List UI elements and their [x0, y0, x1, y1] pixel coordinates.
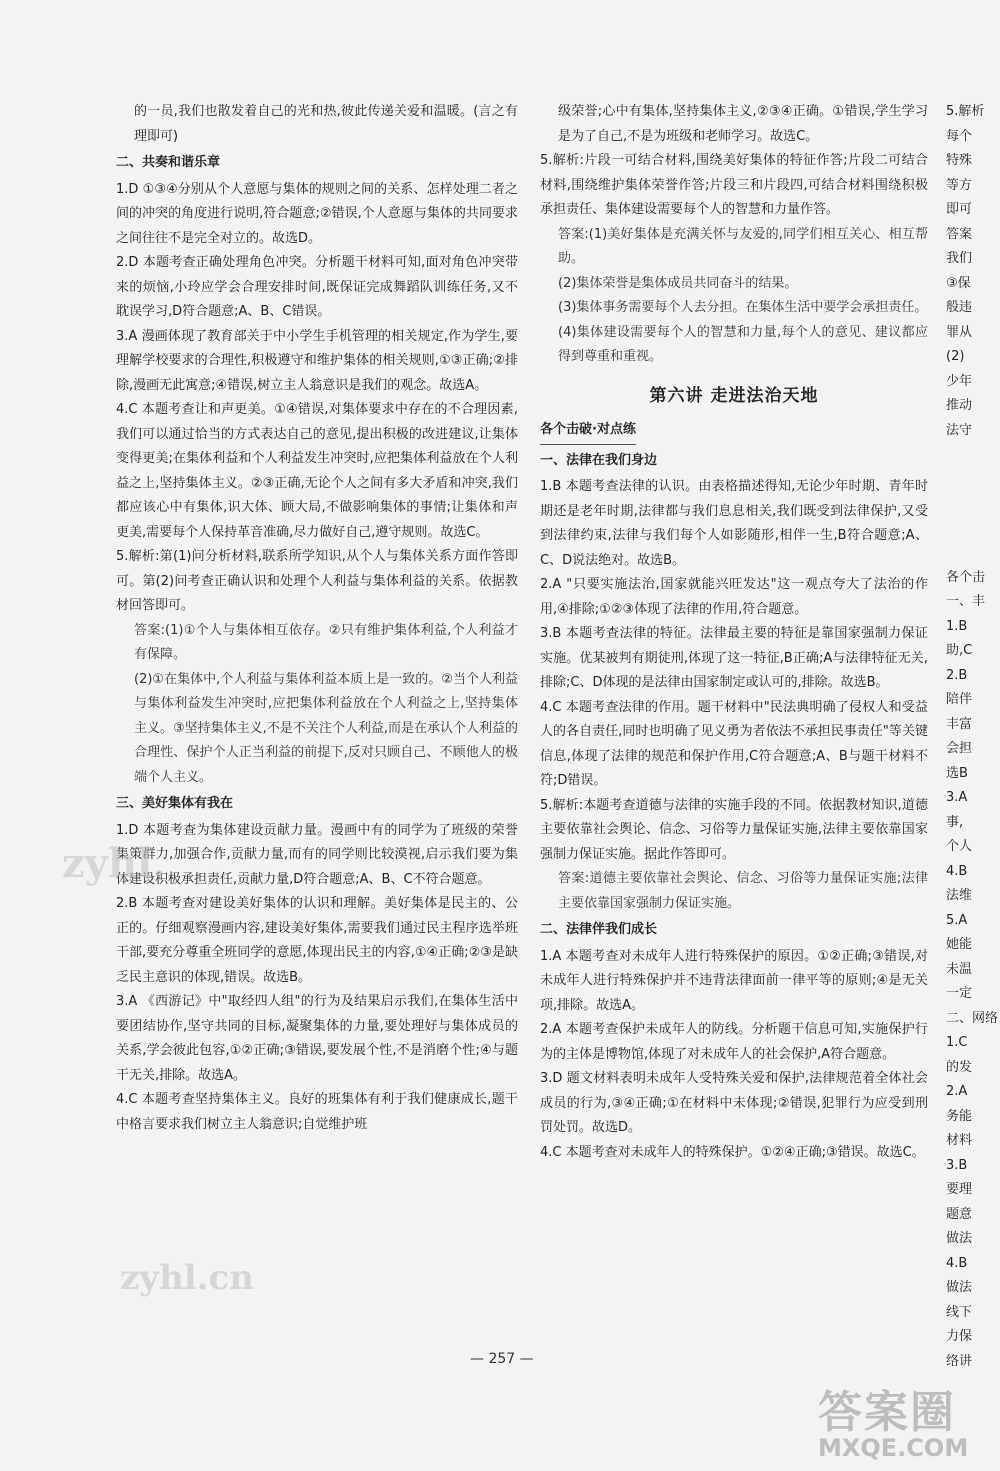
answer-item: 1.D ①③④分别从个人意愿与集体的规则之间的关系、怎样处理二者之间的冲突的角度进行说明,符合题意;②错误,个人意愿与集体的共同要求之间往往不是完全对立的。故选D。	[116, 181, 518, 246]
answer-paragraph: 答案:(1)①个人与集体相互依存。②只有维护集体利益,个人利益才有保障。	[134, 622, 518, 662]
answer-item: 4.C 本题考查对未成年人的特殊保护。①②④正确;③错误。故选C。	[540, 1144, 925, 1160]
cropped-line: 等方	[946, 177, 973, 193]
cropped-line: 1.C	[946, 1035, 968, 1050]
cropped-line: 事,	[946, 814, 964, 830]
cropped-line: 选B	[946, 765, 968, 781]
answer-item: 1.D 本题考查为集体建设贡献力量。漫画中有的同学为了班级的荣誉集策群力,加强合作,贡献力量,而有的同学则比较漠视,启示我们要为集体建设积极承担责任,贡献力量,D符合题意;A、B、C不符合题意。	[116, 822, 518, 887]
answer-paragraph: 答案:(1)美好集体是充满关怀与友爱的,同学们相互关心、相互帮助。	[558, 226, 928, 266]
cropped-line: 1.B	[946, 618, 968, 634]
right-column-cropped	[946, 100, 1000, 1374]
cropped-line: 络讲	[946, 1353, 973, 1369]
section-heading: 一、法律在我们身边	[540, 452, 658, 468]
cropped-line: 她能	[946, 937, 973, 952]
subsection-label: 各个击破·对点练	[540, 418, 636, 445]
answer-paragraph: (2)①在集体中,个人利益与集体利益本质上是一致的。②当个人利益与集体利益发生冲突时,应把集体利益放在个人利益之上,坚持集体主义。③坚持集体主义,不是不关注个人利益,而是在承认个人利益的合理性、保护个人正当利益的前提下,反对只顾自己、不顾他人的极端个人主义。	[134, 671, 518, 785]
cropped-line: 般违	[946, 300, 973, 315]
section-heading: 二、法律伴我们成长	[540, 922, 658, 937]
watermark-bottom: zyhl.cn	[120, 1258, 254, 1298]
cropped-line	[946, 517, 1000, 542]
answer-item: 5.解析:片段一可结合材料,围绕美好集体的特征作答;片段二可结合材料,围绕维护集体荣誉作答;片段三和片段四,可结合材料围绕积极承担责任、集体建设需要每个人的智慧和力量作答。	[540, 153, 928, 217]
answer-paragraph: 答案:道德主要依靠社会舆论、信念、习俗等力量保证实施;法律主要依靠国家强制力保证实施。	[558, 871, 928, 911]
cropped-line: 一、丰	[946, 594, 986, 609]
cropped-line: 法守	[946, 422, 973, 438]
answer-item: 2.B 本题考查对建设美好集体的认识和理解。美好集体是民主的、公正的。仔细观察漫画内容,建设美好集体,需要我们通过民主程序选举班干部,要充分尊重全班同学的意愿,体现出民主的内容,①④正确;②③是缺乏民主意识的体现,错误。故选B。	[116, 896, 518, 985]
cropped-line	[946, 468, 1000, 493]
cropped-line: 少年	[946, 373, 973, 389]
cropped-line: 未温	[946, 961, 973, 977]
cropped-line: 3.B	[946, 1157, 968, 1173]
answer-item: 2.A "只要实施法治,国家就能兴旺发达"这一观点夸大了法治的作用,④排除;①②③体现了法律的作用,符合题意。	[540, 577, 928, 617]
cropped-line: 我们	[946, 251, 973, 266]
cropped-line: 材料	[946, 1133, 973, 1148]
cropped-line	[946, 492, 1000, 517]
answer-paragraph: (3)集体事务需要每个人去分担。在集体生活中要学会承担责任。	[558, 300, 928, 315]
cropped-line: 要理	[946, 1182, 973, 1197]
cropped-line: 线下	[946, 1304, 973, 1320]
cropped-line	[946, 541, 1000, 566]
cropped-line	[946, 443, 1000, 468]
answer-item: 4.C 本题考查法律的作用。题干材料中"民法典明确了侵权人和受益人的各自责任,同时也明确了见义勇为者依法不承担民事责任"等关键信息,体现了法律的规范和保护作用,C符合题意;A、B与题干材料不符;D错误。	[540, 699, 928, 788]
answer-item: 2.D 本题考查正确处理角色冲突。分析题干材料可知,面对角色冲突带来的烦恼,小玲应学会合理安排时间,既保证完成舞蹈队训练任务,又不耽误学习,D符合题意;A、B、C错误。	[116, 255, 518, 319]
cropped-line: 各个击	[946, 569, 986, 585]
cropped-line: 5.A	[946, 912, 968, 928]
watermark-top: zyhl.	[62, 840, 167, 887]
cropped-line: 一定	[946, 986, 973, 1001]
answer-item: 4.C 本题考查坚持集体主义。良好的班集体有利于我们健康成长,题干中格言要求我们树立主人翁意识;自觉维护班	[116, 1092, 518, 1132]
left-column	[116, 100, 518, 1137]
answer-item: 3.B 本题考查法律的特征。法律最主要的特征是靠国家强制力保证实施。优某被判有期徒刑,体现了这一特征,B正确;A与法律特征无关,排除;C、D体现的是法律由国家制定或认可的,排除。故选B。	[540, 626, 928, 690]
cropped-line: 2.A	[946, 1084, 968, 1099]
cropped-line: 3.A	[946, 790, 968, 805]
logo-url: MXQE.COM	[818, 1434, 969, 1462]
answer-item: 的一员,我们也散发着自己的光和热,彼此传递关爱和温暖。(言之有理即可)	[134, 104, 518, 144]
cropped-line: ③保	[946, 275, 971, 291]
section-heading: 二、共奏和谐乐章	[116, 155, 221, 170]
answer-item: 5.解析:本题考查道德与法律的实施手段的不同。依据教材知识,道德主要依靠社会舆论、信念、习俗等力量保证实施,法律主要依靠国家强制力保证实施。据此作答即可。	[540, 797, 928, 862]
cropped-line: 5.解析	[946, 104, 985, 119]
cropped-line: (2)	[946, 349, 965, 364]
cropped-line: 务能	[946, 1108, 973, 1124]
page-number: — 257 —	[470, 1351, 534, 1367]
cropped-line: 推动	[946, 398, 973, 413]
cropped-line: 4.B	[946, 863, 968, 879]
answer-item: 3.A 《西游记》中"取经四人组"的行为及结果启示我们,在集体生活中要团结协作,坚守共同的目标,凝聚集体的力量,要处理好与集体成员的关系,学会彼此包容,①②正确;③错误,要发展个性,不是消磨个性;④与题干无关,排除。故选A。	[116, 994, 518, 1083]
site-logo	[818, 1376, 996, 1468]
section-heading: 三、美好集体有我在	[116, 796, 234, 811]
cropped-line: 即可	[946, 202, 973, 217]
cropped-line: 的发	[946, 1059, 973, 1075]
cropped-line: 做法	[946, 1280, 973, 1295]
answer-item: 4.C 本题考查让和声更美。①④错误,对集体要求中存在的不合理因素,我们可以通过恰当的方式表达自己的意见,提出积极的改进建议,让集体变得更美;在集体利益和个人利益发生冲突时,应把集体利益放在个人利益之上,坚持集体主义。②③正确,无论个人之间有多大矛盾和冲突,我们都应该心中有集体,识大体、顾大局,不做影响集体的事情;让集体和声更美,需要每个人保持革音准确,尽力做好自己,遵守规则。故选C。	[116, 402, 518, 540]
answer-paragraph: (2)集体荣誉是集体成员共同奋斗的结果。	[558, 275, 798, 291]
cropped-line: 助,C	[946, 643, 973, 658]
lesson-title: 第六讲 走进法治天地	[649, 385, 819, 406]
cropped-line: 4.B	[946, 1255, 968, 1271]
logo-mark: 答案圈	[818, 1387, 956, 1438]
cropped-line: 答案	[946, 226, 973, 242]
answer-paragraph: (4)集体建设需要每个人的智慧和力量,每个人的意见、建议都应得到尊重和重视。	[558, 324, 928, 364]
cropped-line: 罪从	[946, 324, 973, 340]
cropped-line: 题意	[946, 1206, 973, 1222]
cropped-line: 做法	[946, 1231, 973, 1246]
cropped-line: 法维	[946, 888, 973, 903]
cropped-line: 个人	[946, 839, 973, 854]
cropped-line: 每个	[946, 128, 973, 144]
answer-item: 1.A 本题考查对未成年人进行特殊保护的原因。①②正确;③错误,对未成年人进行特殊保护并不违背法律面前一律平等的原则;④是无关项,排除。故选A。	[540, 948, 928, 1013]
answer-item: 级荣誉;心中有集体,坚持集体主义,②③④正确。①错误,学生学习是为了自己,不是为班级和老师学习。故选C。	[558, 104, 928, 144]
cropped-line: 会担	[946, 741, 973, 756]
cropped-line: 陪伴	[946, 692, 973, 707]
cropped-line: 特殊	[946, 153, 973, 168]
answer-item: 2.A 本题考查保护未成年人的防线。分析题干信息可知,实施保护行为的主体是博物馆,体现了对未成年人的社会保护,A符合题意。	[540, 1022, 928, 1062]
cropped-line: 二、网络	[946, 1010, 999, 1026]
answer-item: 1.B 本题考查法律的认识。由表格描述得知,无论少年时期、青年时期还是老年时期,法律都与我们息息相关,我们既受到法律保护,又受到法律约束,法律与我们每个人如影随形,相伴一生,B符合题意;A、C、D说法绝对。故选B。	[540, 479, 928, 568]
answer-item: 5.解析:第(1)问分析材料,联系所学知识,从个人与集体关系方面作答即可。第(2)问考查正确认识和处理个人利益与集体利益的关系。依据教材回答即可。	[116, 549, 518, 613]
cropped-line: 2.B	[946, 667, 968, 683]
middle-column	[540, 100, 928, 1165]
answer-item: 3.D 题文材料表明未成年人受特殊关爱和保护,法律规范着全体社会成员的行为,③④正确;①在材料中未体现;②错误,犯罪行为应受到刑罚处罚。故选D。	[540, 1071, 928, 1135]
cropped-line: 力保	[946, 1329, 973, 1344]
cropped-line: 丰富	[946, 716, 973, 732]
answer-item: 3.A 漫画体现了教育部关于中小学生手机管理的相关规定,作为学生,要理解学校要求的合理性,积极遵守和维护集体的相关规则,①③正确;②排除,漫画无此寓意;④错误,树立主人翁意识是我们的观念。故选A。	[116, 328, 518, 393]
